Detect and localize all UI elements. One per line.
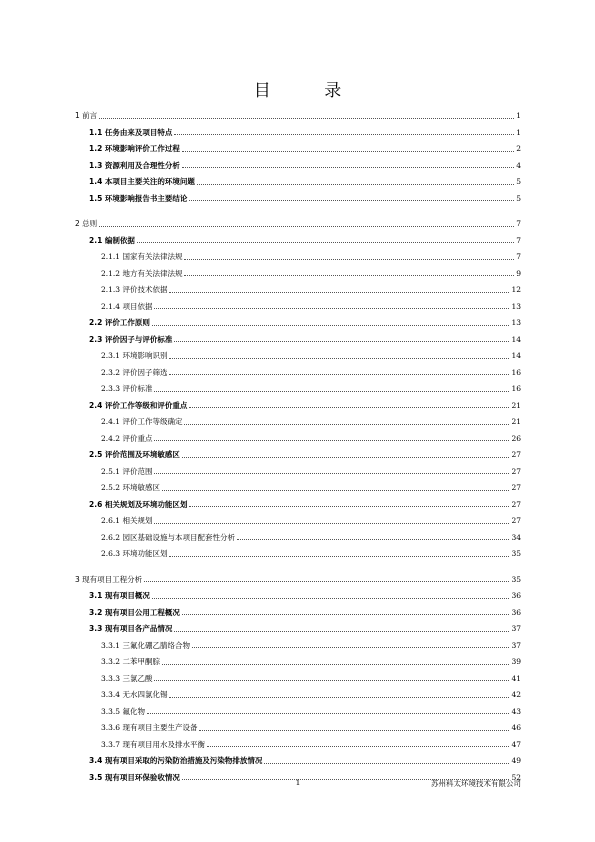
toc-dot-leader (162, 664, 509, 665)
toc-entry-title: 3.1 现有项目概况 (89, 591, 150, 600)
footer-company-name: 苏州科太环境技术有限公司 (431, 779, 521, 788)
toc-entry[interactable] (75, 398, 521, 415)
toc-entry-page: 27 (511, 483, 521, 492)
toc-entry[interactable] (75, 431, 521, 448)
toc-entry-title: 3.3.5 氟化物 (101, 706, 145, 716)
toc-entry-page: 13 (511, 318, 521, 327)
toc-dot-leader (154, 680, 509, 681)
toc-entry-page: 14 (511, 351, 521, 360)
toc-entry-title: 2.4.1 评价工作等级确定 (101, 417, 183, 426)
toc-dot-leader (169, 556, 509, 557)
toc-entry[interactable] (75, 108, 521, 125)
toc-entry-page: 47 (511, 739, 521, 749)
toc-entry-title: 3.3.6 现有项目主要生产设备 (101, 723, 198, 732)
toc-entry-page: 4 (516, 160, 521, 170)
toc-dot-leader (197, 184, 514, 185)
toc-entry-page: 27 (511, 516, 521, 525)
toc-entry-title: 2.6.1 相关规划 (101, 516, 153, 525)
toc-entry-title: 3.5 现有项目环保验收情况 (89, 772, 180, 782)
toc-entry-title: 2.1.2 地方有关法律法规 (101, 268, 183, 278)
toc-entry-title: 3.2 现有项目公用工程概况 (89, 607, 180, 617)
toc-entry[interactable] (75, 299, 521, 316)
toc-entry[interactable] (75, 249, 521, 266)
toc-entry[interactable] (75, 480, 521, 497)
toc-entry-page: 36 (511, 607, 521, 617)
toc-entry[interactable] (75, 414, 521, 431)
toc-entry-page: 36 (511, 591, 521, 600)
toc-entry[interactable] (75, 654, 521, 671)
toc-entry-title: 3.3.4 无水四氯化锡 (101, 690, 168, 699)
toc-entry-title: 2.3 评价因子与评价标准 (89, 334, 173, 344)
toc-entry-page: 34 (511, 532, 521, 542)
toc-entry-page: 12 (511, 285, 521, 294)
toc-dot-leader (137, 242, 514, 243)
toc-entry[interactable] (75, 447, 521, 464)
toc-entry[interactable] (75, 233, 521, 250)
toc-entry-page: 21 (511, 400, 521, 410)
page-title: 目 录 (253, 81, 366, 101)
toc-entry-page: 52 (511, 772, 521, 782)
toc-entry-title: 2.1 编制依据 (89, 235, 135, 245)
toc-entry[interactable] (75, 464, 521, 481)
toc-entry[interactable] (75, 572, 521, 589)
toc-entry-page: 16 (511, 384, 521, 393)
toc-entry-page: 7 (516, 219, 521, 228)
toc-entry-page: 16 (511, 367, 521, 377)
toc-entry-title: 1.2 环境影响评价工作过程 (89, 144, 180, 153)
toc-entry-page: 27 (511, 499, 521, 509)
toc-entry-page: 43 (511, 706, 521, 716)
toc-entry-title: 3.3.1 三氟化硼乙腈络合物 (101, 640, 190, 650)
toc-entry-title: 2 总则 (75, 219, 98, 228)
toc-entry[interactable] (75, 191, 521, 208)
table-of-contents (75, 108, 521, 786)
page-footer (75, 778, 521, 790)
toc-entry[interactable] (75, 605, 521, 622)
toc-entry-title: 2.5.2 环境敏感区 (101, 483, 160, 492)
toc-dot-leader (184, 424, 509, 425)
toc-dot-leader (154, 440, 509, 441)
toc-dot-leader (207, 746, 509, 747)
toc-entry[interactable] (75, 530, 521, 547)
toc-entry-page: 7 (516, 235, 521, 245)
toc-dot-leader (237, 539, 509, 540)
toc-entry[interactable] (75, 588, 521, 605)
toc-entry-page: 27 (511, 450, 521, 459)
toc-entry[interactable] (75, 671, 521, 688)
toc-entry-title: 3.3 现有项目各产品情况 (89, 624, 173, 633)
toc-dot-leader (264, 763, 509, 764)
toc-entry-page: 37 (511, 624, 521, 633)
toc-entry-page: 5 (516, 193, 521, 203)
toc-dot-leader (182, 614, 510, 615)
toc-entry[interactable] (75, 216, 521, 233)
toc-entry-title: 2.3.2 评价因子筛选 (101, 367, 168, 377)
toc-entry[interactable] (75, 141, 521, 158)
toc-entry-page: 2 (516, 144, 521, 153)
toc-entry-title: 3.4 现有项目采取的污染防治措施及污染物排放情况 (89, 756, 263, 765)
toc-dot-leader (182, 457, 510, 458)
toc-dot-leader (184, 259, 514, 260)
toc-dot-leader (162, 490, 509, 491)
toc-entry-title: 2.1.4 项目依据 (101, 301, 153, 311)
toc-entry-title: 2.6.3 环境功能区划 (101, 549, 168, 558)
toc-entry[interactable] (75, 381, 521, 398)
toc-entry-title: 3.3.3 三氯乙酸 (101, 673, 153, 683)
toc-entry[interactable] (75, 174, 521, 191)
toc-entry[interactable] (75, 497, 521, 514)
toc-entry-title: 3.3.2 二苯甲酮腙 (101, 657, 160, 666)
toc-dot-leader (184, 275, 514, 276)
toc-entry-title: 2.4.2 评价重点 (101, 433, 153, 443)
toc-dot-leader (147, 713, 509, 714)
toc-entry-title: 2.4 评价工作等级和评价重点 (89, 400, 188, 410)
toc-entry[interactable] (75, 638, 521, 655)
toc-entry-page: 14 (511, 334, 521, 344)
toc-entry[interactable] (75, 348, 521, 365)
toc-entry[interactable] (75, 621, 521, 638)
toc-entry[interactable] (75, 125, 521, 142)
toc-entry-title: 1 前言 (75, 111, 98, 120)
toc-entry-title: 2.1.1 国家有关法律法规 (101, 252, 183, 261)
toc-entry-page: 46 (511, 723, 521, 732)
toc-entry[interactable] (75, 266, 521, 283)
toc-entry-title: 1.3 资源利用及合理性分析 (89, 160, 180, 170)
toc-dot-leader (154, 523, 509, 524)
toc-entry-page: 49 (511, 756, 521, 765)
toc-dot-leader (99, 226, 514, 227)
toc-dot-leader (189, 200, 514, 201)
toc-entry-page: 13 (511, 301, 521, 311)
toc-entry[interactable] (75, 315, 521, 332)
toc-entry-page: 27 (511, 466, 521, 476)
toc-entry[interactable] (75, 687, 521, 704)
toc-entry-page: 5 (516, 177, 521, 186)
toc-entry[interactable] (75, 513, 521, 530)
toc-dot-leader (174, 134, 514, 135)
toc-entry[interactable] (75, 365, 521, 382)
toc-entry-page: 41 (511, 673, 521, 683)
toc-dot-leader (174, 341, 509, 342)
toc-entry-title: 2.1.3 评价技术依据 (101, 285, 168, 294)
footer-page-number: 1 (295, 778, 301, 787)
toc-dot-leader (199, 730, 509, 731)
toc-entry-title: 2.3.1 环境影响识别 (101, 351, 168, 360)
toc-dot-leader (189, 506, 509, 507)
toc-entry[interactable] (75, 737, 521, 754)
toc-entry-title: 2.5.1 评价范围 (101, 466, 153, 476)
toc-dot-leader (144, 581, 509, 582)
toc-entry[interactable] (75, 546, 521, 563)
toc-dot-leader (192, 647, 509, 648)
toc-entry-page: 21 (511, 417, 521, 426)
toc-entry-title: 3.3.7 现有项目用水及排水平衡 (101, 739, 205, 749)
toc-entry-page: 9 (516, 268, 521, 278)
toc-dot-leader (169, 697, 509, 698)
toc-entry-title: 1.1 任务由来及项目特点 (89, 127, 173, 137)
toc-entry-title: 2.5 评价范围及环境敏感区 (89, 450, 180, 459)
toc-entry-title: 2.2 评价工作原则 (89, 318, 150, 327)
toc-entry-title: 3 现有项目工程分析 (75, 574, 143, 584)
toc-dot-leader (152, 325, 510, 326)
toc-entry-page: 37 (511, 640, 521, 650)
toc-dot-leader (169, 358, 509, 359)
toc-entry-title: 1.4 本项目主要关注的环境问题 (89, 177, 195, 186)
toc-dot-leader (169, 374, 509, 375)
toc-entry[interactable] (75, 282, 521, 299)
toc-dot-leader (174, 631, 509, 632)
toc-entry-page: 7 (516, 252, 521, 261)
toc-entry[interactable] (75, 158, 521, 175)
toc-entry-page: 35 (511, 549, 521, 558)
toc-entry[interactable] (75, 720, 521, 737)
toc-dot-leader (99, 118, 514, 119)
toc-dot-leader (169, 292, 509, 293)
toc-entry-page: 26 (511, 433, 521, 443)
toc-entry-title: 1.5 环境影响报告书主要结论 (89, 193, 188, 203)
toc-dot-leader (154, 473, 509, 474)
toc-dot-leader (152, 598, 510, 599)
toc-entry-title: 2.6 相关规划及环境功能区划 (89, 499, 188, 509)
toc-entry-title: 2.6.2 园区基础设施与本项目配套性分析 (101, 532, 235, 542)
toc-entry-page: 1 (516, 127, 521, 137)
toc-dot-leader (154, 308, 509, 309)
toc-dot-leader (189, 407, 509, 408)
toc-entry[interactable] (75, 753, 521, 770)
toc-entry[interactable] (75, 704, 521, 721)
toc-entry-page: 39 (511, 657, 521, 666)
toc-entry[interactable] (75, 332, 521, 349)
toc-dot-leader (182, 151, 514, 152)
toc-entry-page: 42 (511, 690, 521, 699)
toc-dot-leader (154, 391, 509, 392)
toc-entry-page: 1 (516, 111, 521, 120)
toc-entry-page: 35 (511, 574, 521, 584)
toc-entry-title: 2.3.3 评价标准 (101, 384, 153, 393)
toc-dot-leader (182, 167, 514, 168)
